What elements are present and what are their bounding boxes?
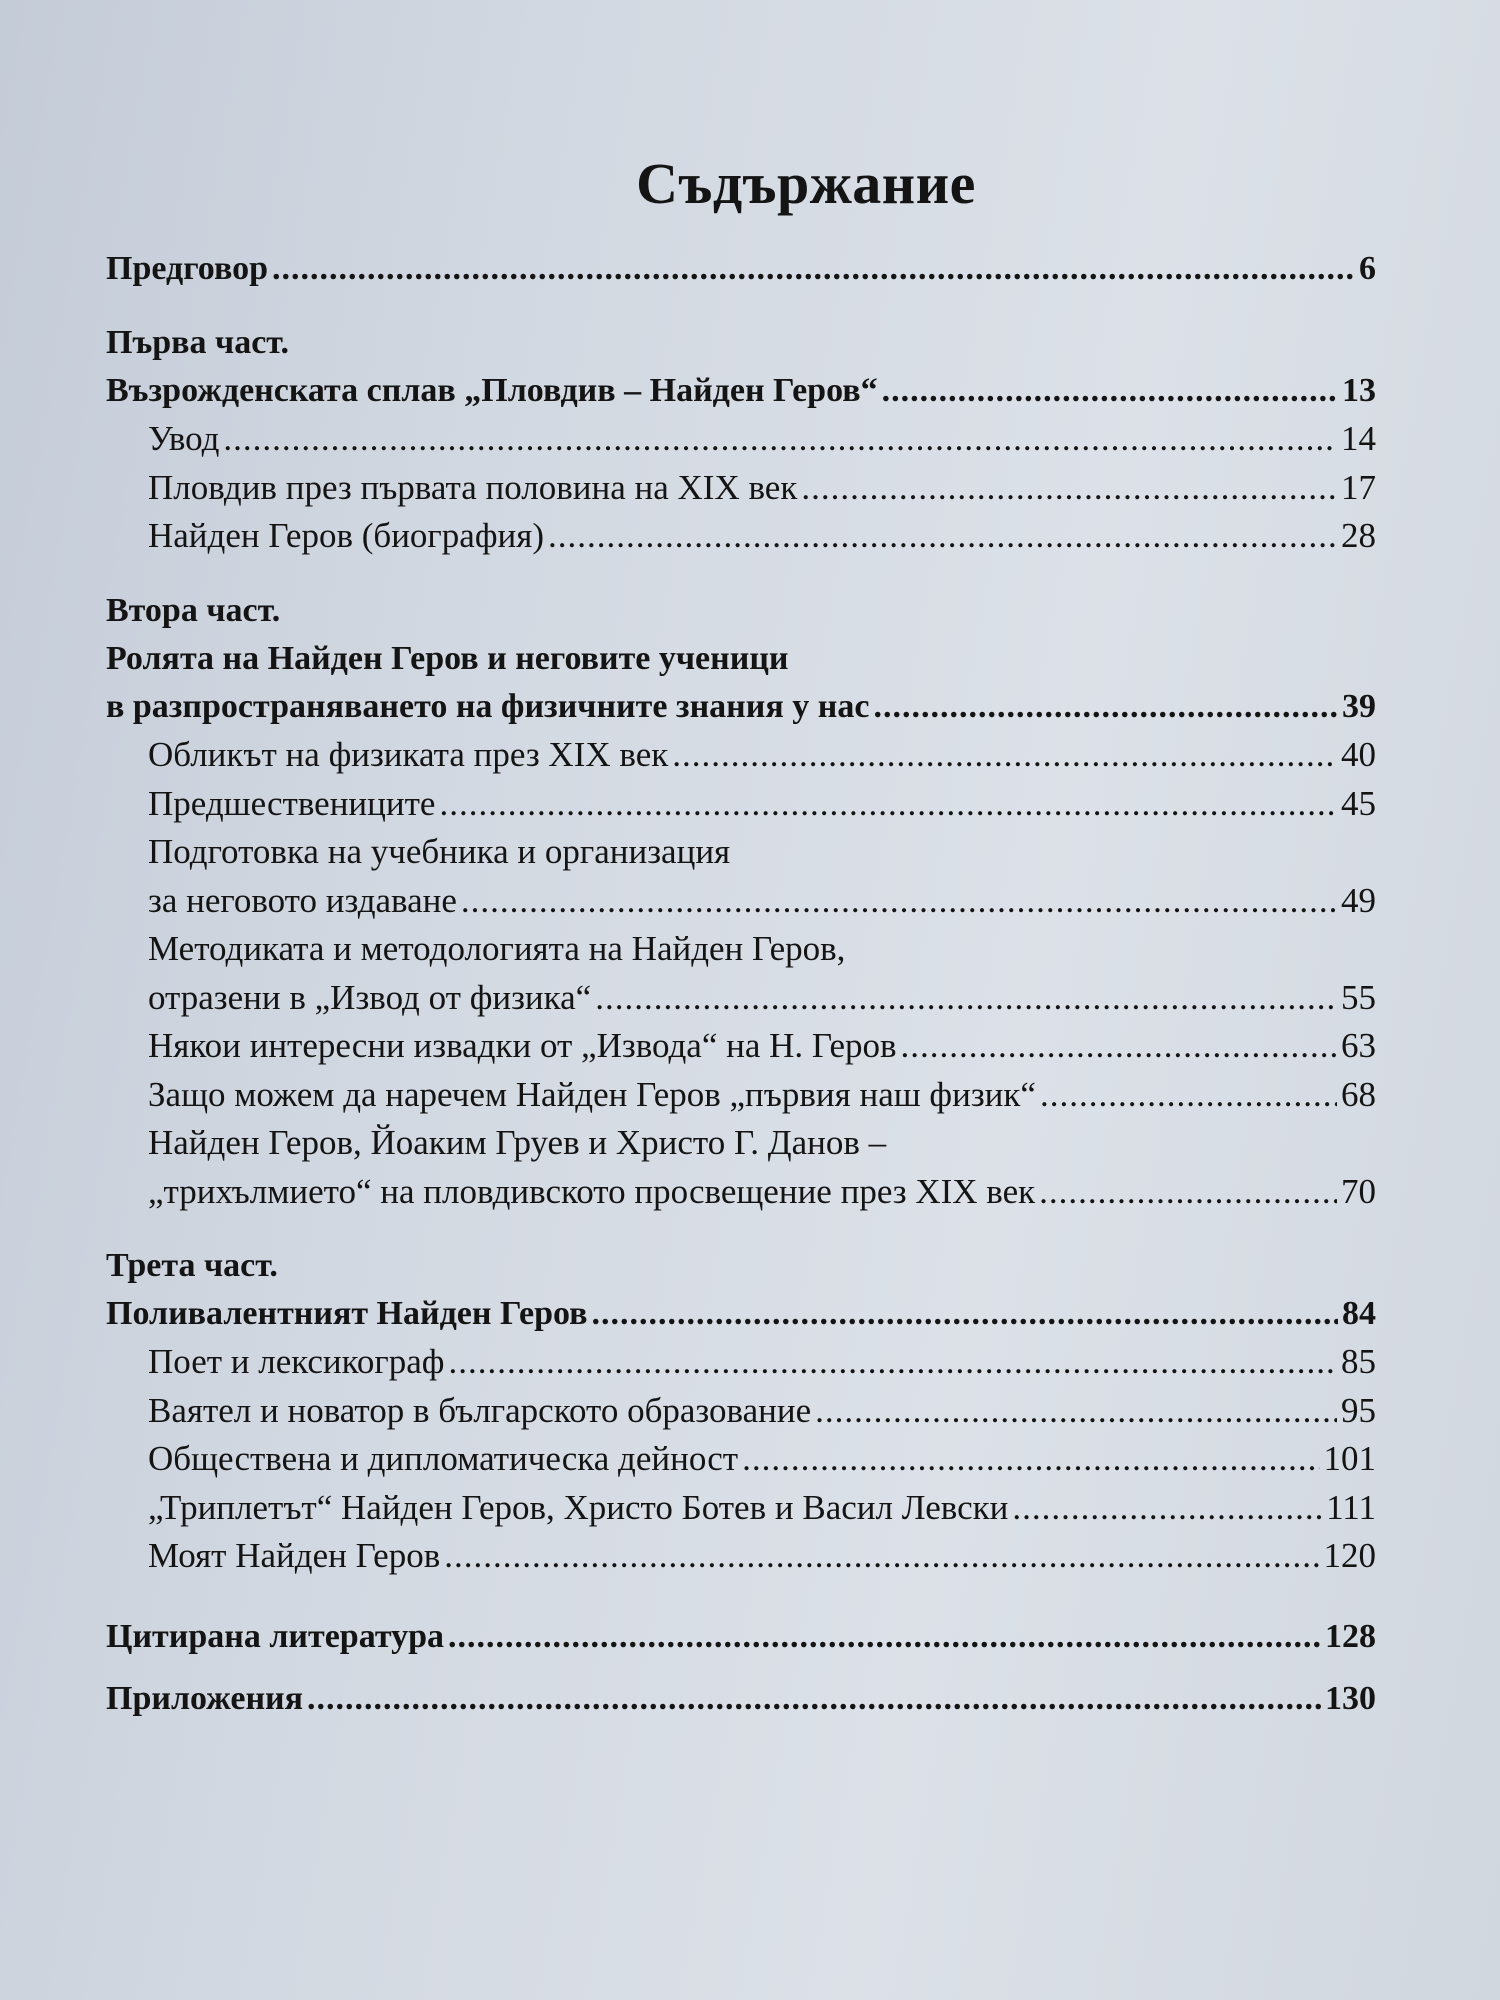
- toc-page: [106, 150, 1376, 1723]
- toc-entry: Предшествениците ..... 45: [106, 780, 1376, 829]
- toc-entry: Найден Геров (биография) ..... 28: [106, 512, 1376, 561]
- leader-dots: [882, 367, 1338, 415]
- toc-entry: Някои интересни извадки от „Извода“ на Н. Геров ..... 63: [106, 1022, 1376, 1071]
- toc-entry: Обществена и дипломатическа дейност ..... 101: [106, 1435, 1376, 1484]
- toc-entry: за неговото издаване ..... 49: [106, 877, 1376, 926]
- toc-entry-part2-title: в разпространяването на физичните знания у нас ..... 39: [106, 683, 1376, 731]
- toc-entry-line1: Подготовка на учебника и организация: [148, 832, 731, 871]
- leader-dots: [461, 877, 1337, 926]
- leader-dots: [444, 1532, 1319, 1581]
- part1-heading: Първа част.: [106, 324, 289, 361]
- toc-entry-appendices: Приложения ..... 130: [106, 1675, 1376, 1723]
- toc-entry: Моят Найден Геров ..... 120: [106, 1532, 1376, 1581]
- leader-dots: [672, 731, 1337, 780]
- toc-entry: Увод ..... 14: [106, 415, 1376, 464]
- toc-entry-line1: Методиката и методологията на Найден Геров,: [148, 929, 846, 968]
- toc-entry: Поет и лексикограф ..... 85: [106, 1338, 1376, 1387]
- leader-dots: [742, 1435, 1319, 1484]
- page-title: Съдържание: [636, 151, 976, 216]
- leader-dots: [223, 415, 1337, 464]
- leader-dots: [448, 1338, 1337, 1387]
- leader-dots: [801, 464, 1337, 513]
- toc-entry-line1: Найден Геров, Йоаким Груев и Христо Г. Данов –: [148, 1123, 887, 1162]
- toc-entry-part1-title: Възрожденската сплав „Пловдив – Найден Геров“ ..... 13: [106, 367, 1376, 415]
- toc-entry-preface: Предговор ..... 6: [106, 245, 1376, 293]
- toc-entry-literature: Цитирана литература ..... 128: [106, 1613, 1376, 1661]
- toc-entry: „Триплетът“ Найден Геров, Христо Ботев и Васил Левски ..... 111: [106, 1484, 1376, 1533]
- leader-dots: [901, 1022, 1337, 1071]
- leader-dots: [548, 512, 1337, 561]
- toc-entry: Ваятел и новатор в българското образование ..... 95: [106, 1387, 1376, 1436]
- leader-dots: [1039, 1168, 1337, 1217]
- toc-entry: отразени в „Извод от физика“ ..... 55: [106, 974, 1376, 1023]
- toc-entry: Обликът на физиката през XIX век ..... 40: [106, 731, 1376, 780]
- leader-dots: [272, 245, 1355, 293]
- leader-dots: [448, 1613, 1321, 1661]
- leader-dots: [595, 974, 1337, 1023]
- toc-entry: Защо можем да наречем Найден Геров „първия наш физик“ ..... 68: [106, 1071, 1376, 1120]
- leader-dots: [592, 1290, 1338, 1338]
- toc-entry: „трихълмието“ на пловдивското просвещение през XIX век ..... 70: [106, 1168, 1376, 1217]
- leader-dots: [1012, 1484, 1322, 1533]
- part2-heading: Втора част.: [106, 591, 281, 629]
- toc-entry-part3-title: Поливалентният Найден Геров ..... 84: [106, 1290, 1376, 1338]
- leader-dots: [307, 1675, 1321, 1723]
- part3-heading: Трета част.: [106, 1247, 278, 1284]
- leader-dots: [439, 780, 1337, 829]
- leader-dots: [1040, 1071, 1337, 1120]
- part2-title-line1: Ролята на Найден Геров и неговите ученици: [106, 639, 789, 677]
- leader-dots: [815, 1387, 1337, 1436]
- toc-entry: Пловдив през първата половина на XIX век ..... 17: [106, 464, 1376, 513]
- leader-dots: [873, 683, 1338, 731]
